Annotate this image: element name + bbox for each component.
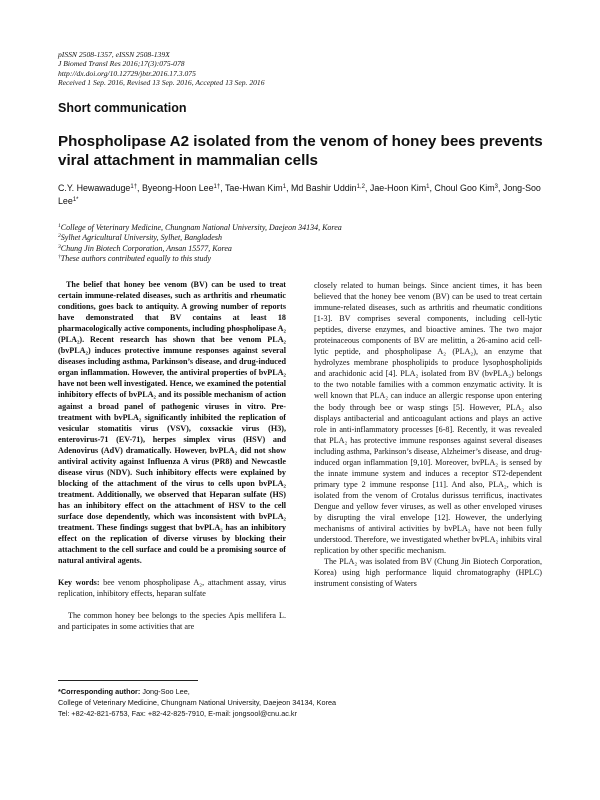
author-name: Tae-Hwan Kim [225, 183, 283, 193]
footnote-divider [58, 680, 198, 681]
author-name: Md Bashir Uddin [291, 183, 357, 193]
author-name: Choul Goo Kim [434, 183, 495, 193]
author [58, 183, 137, 193]
keywords-label: Key words: [58, 578, 100, 588]
author-name: Jong-Soo Lee [58, 183, 541, 207]
corresponding-address: College of Veterinary Medicine, Chungnam National University, Daejeon 34134, Korea [58, 698, 337, 708]
author-name: Byeong-Hoon Lee [141, 183, 214, 193]
author-name: C.Y. Hewawaduge [58, 183, 131, 193]
affiliation [58, 244, 548, 254]
intro-paragraph-start [58, 610, 286, 632]
affiliation-marker: 3 [58, 243, 61, 250]
affiliation [58, 223, 548, 233]
author-affiliation-marker: 1* [72, 197, 79, 204]
journal-dates: Received 1 Sep. 2016, Revised 13 Sep. 2016, Accepted 13 Sep. 2016 [58, 78, 265, 88]
intro-text: The common honey bee belongs to the species Apis mellifera L. and participates in some activities that are [58, 611, 286, 632]
affiliation-marker: 1 [58, 223, 61, 229]
author-name: Jae-Hoon Kim [369, 183, 427, 193]
journal-header [58, 50, 478, 88]
affiliation-text: College of Veterinary Medicine, Chungnam National University, Daejeon 34134, Korea [60, 223, 342, 232]
corresponding-contact[interactable]: Tel: +82-42-821-6753, Fax: +82-42-825-7910, E-mail: jongsool@cnu.ac.kr [58, 709, 298, 719]
keywords [58, 577, 286, 599]
author-affiliation-marker: 1† [130, 184, 138, 190]
author-affiliation-marker: 1,2 [356, 184, 365, 190]
affiliation-text: Chung Jin Biotech Corporation, Ansan 15577, Korea [60, 243, 232, 253]
affiliation-text: These authors contributed equally to this study [60, 254, 212, 264]
author-affiliation-marker: 3 [494, 184, 498, 190]
right-column [314, 280, 542, 589]
journal-doi[interactable]: http://dx.doi.org/10.12729/jbtr.2016.17.3.075 [58, 68, 196, 78]
journal-issn: pISSN 2508-1357, eISSN 2508-139X [58, 50, 170, 59]
author-affiliation-marker: 1 [282, 184, 287, 190]
author [291, 183, 365, 193]
author [225, 183, 286, 193]
affiliation [58, 233, 548, 243]
article-title: Phospholipase A2 isolated from the venom of honey bees prevents viral attachment in mammalian cells [58, 133, 543, 169]
affiliation-marker: † [58, 254, 61, 261]
keywords-text: bee venom phospholipase A₂, attachment assay, virus replication, inhibitory effects, heparan sulfate [58, 578, 287, 599]
author-list: C.Y. Hewawaduge$^{1\dagger}$, Byeong-Hoon Lee$^{1\dagger}$, Tae-Hwan Kim$^1$, Md Bashir Uddin$^{1,2}$, Jae-Hoon Kim$^1$, Choul Goo Kim$^3$, Jong-Soo Lee$^{1*}$ [58, 183, 541, 207]
article-type: Short communication [58, 101, 187, 115]
affiliation-list [58, 223, 548, 265]
author [370, 183, 430, 193]
left-column [58, 279, 286, 632]
affiliation [58, 254, 548, 264]
journal-citation: J Biomed Transl Res 2016;17(3):075-078 [58, 59, 185, 69]
body-paragraph: The PLA₂ was isolated from BV (Chung Jin Biotech Corporation, Korea) using high performance liquid chromatography (HPLC) instrument consisting of Waters [314, 557, 542, 589]
abstract [58, 279, 286, 566]
author-affiliation-marker: 1† [213, 184, 221, 190]
affiliation-marker: 2 [58, 233, 61, 240]
author [142, 183, 220, 193]
abstract-text: The belief that honey bee venom (BV) can be used to treat certain immune-related diseases, such as arthritis and rheumatic conditions, goes back to antiquity. A growing number of reports have demonstrated that BV contains at least 18 pharmacologically active components, including phospholipase A₂ (PLA₂). Recent research has shown that bee venom PLA₂ (bvPLA₂) induces protective immune responses against several diseases including asthma, Parkinson’s disease, and drug-induced organ inflammation. However, the antiviral properties of bvPLA₂ have not been well investigated. Hence, we examined the potential inhibitory effects of bvPLA₂ and its possible mechanism of action against a broad panel of pathogenic viruses in vitro. Pre-treatment with bvPLA₂ significantly inhibited the replication of vesicular stomatitis virus (VSV), coxsackie virus (H3), enterovirus-71 (EV-71), herpes simplex virus (HSV) and Adenovirus (AdV) dramatically. However, bvPLA₂ did not show antiviral activity against Influenza A virus (PR8) and Newcastle disease virus (NDV). Such inhibitory effects were explained by blocking of the attachment of the virus to cells upon bvPLA₂ treatment. Additionally, we observed that Heparan sulfate (HS) has an inhibitory effect on the attachment of HSV to the cell surface dose dependently, which was inconsistent with bvPLA₂ treatment. These findings suggest that bvPLA₂ has an inhibitory effect on the replication of diverse viruses by blocking their attachment to the cell surface and could be a promising source of natural antiviral agents. [58, 280, 286, 566]
body-paragraph: closely related to human beings. Since ancient times, it has been believed that the honey bee venom (BV) can be used to treat certain immune-related diseases, such as arthritis and rheumatic conditions [1-3]. BV comprises several components, including cell-lytic peptides, diverse enzymes, and bioactive amines. The two major proteinaceous components of BV are melittin, a 26-amino acid cell-lytic peptide, and phospholipase A₂ (PLA₂), an enzyme that hydrolyzes membrane phospholipids to produce lysophospholipids and arachidonic acid [4]. PLA₂ isolated from BV (bvPLA₂) belongs to the two notable families with a common enzymatic activity. It is well known that PLA₂ can induce an allergic response upon entering the body through bee or wasp stings [5]. However, PLA₂ also displays antibacterial and anticoagulant actions and plays an active role in anti-inflammatory processes [6-8]. Recently, it was revealed that PLA₂ has protective immune responses against several diseases including asthma, Parkinson’s disease, Alzheimer’s disease, and drug-induced organ inflammation [9,10]. Moreover, bvPLA₂ is sensed by the innate immune system and induces a receptor ST2-dependent primary type 2 immune response [11]. And also, PLA₂, which is isolated from the venom of Crotalus durissus terrificus, inactivates Dengue and yellow fever viruses, as well as other enveloped viruses by disrupting the viral envelope [12]. However, the underlying mechanisms of antiviral activities by bvPLA₂ have not been fully understood. Therefore, we investigated whether bvPLA₂ inhibits viral replication by other specific mechanism. [314, 281, 542, 556]
author [434, 183, 498, 193]
corresponding-name: Jong-Soo Lee, [142, 687, 190, 696]
corresponding-author-footnote [58, 686, 548, 720]
author-affiliation-marker: 1 [426, 184, 430, 190]
corresponding-label: *Corresponding author: [58, 687, 141, 696]
affiliation-text: Sylhet Agricultural University, Sylhet, Bangladesh [60, 233, 222, 243]
